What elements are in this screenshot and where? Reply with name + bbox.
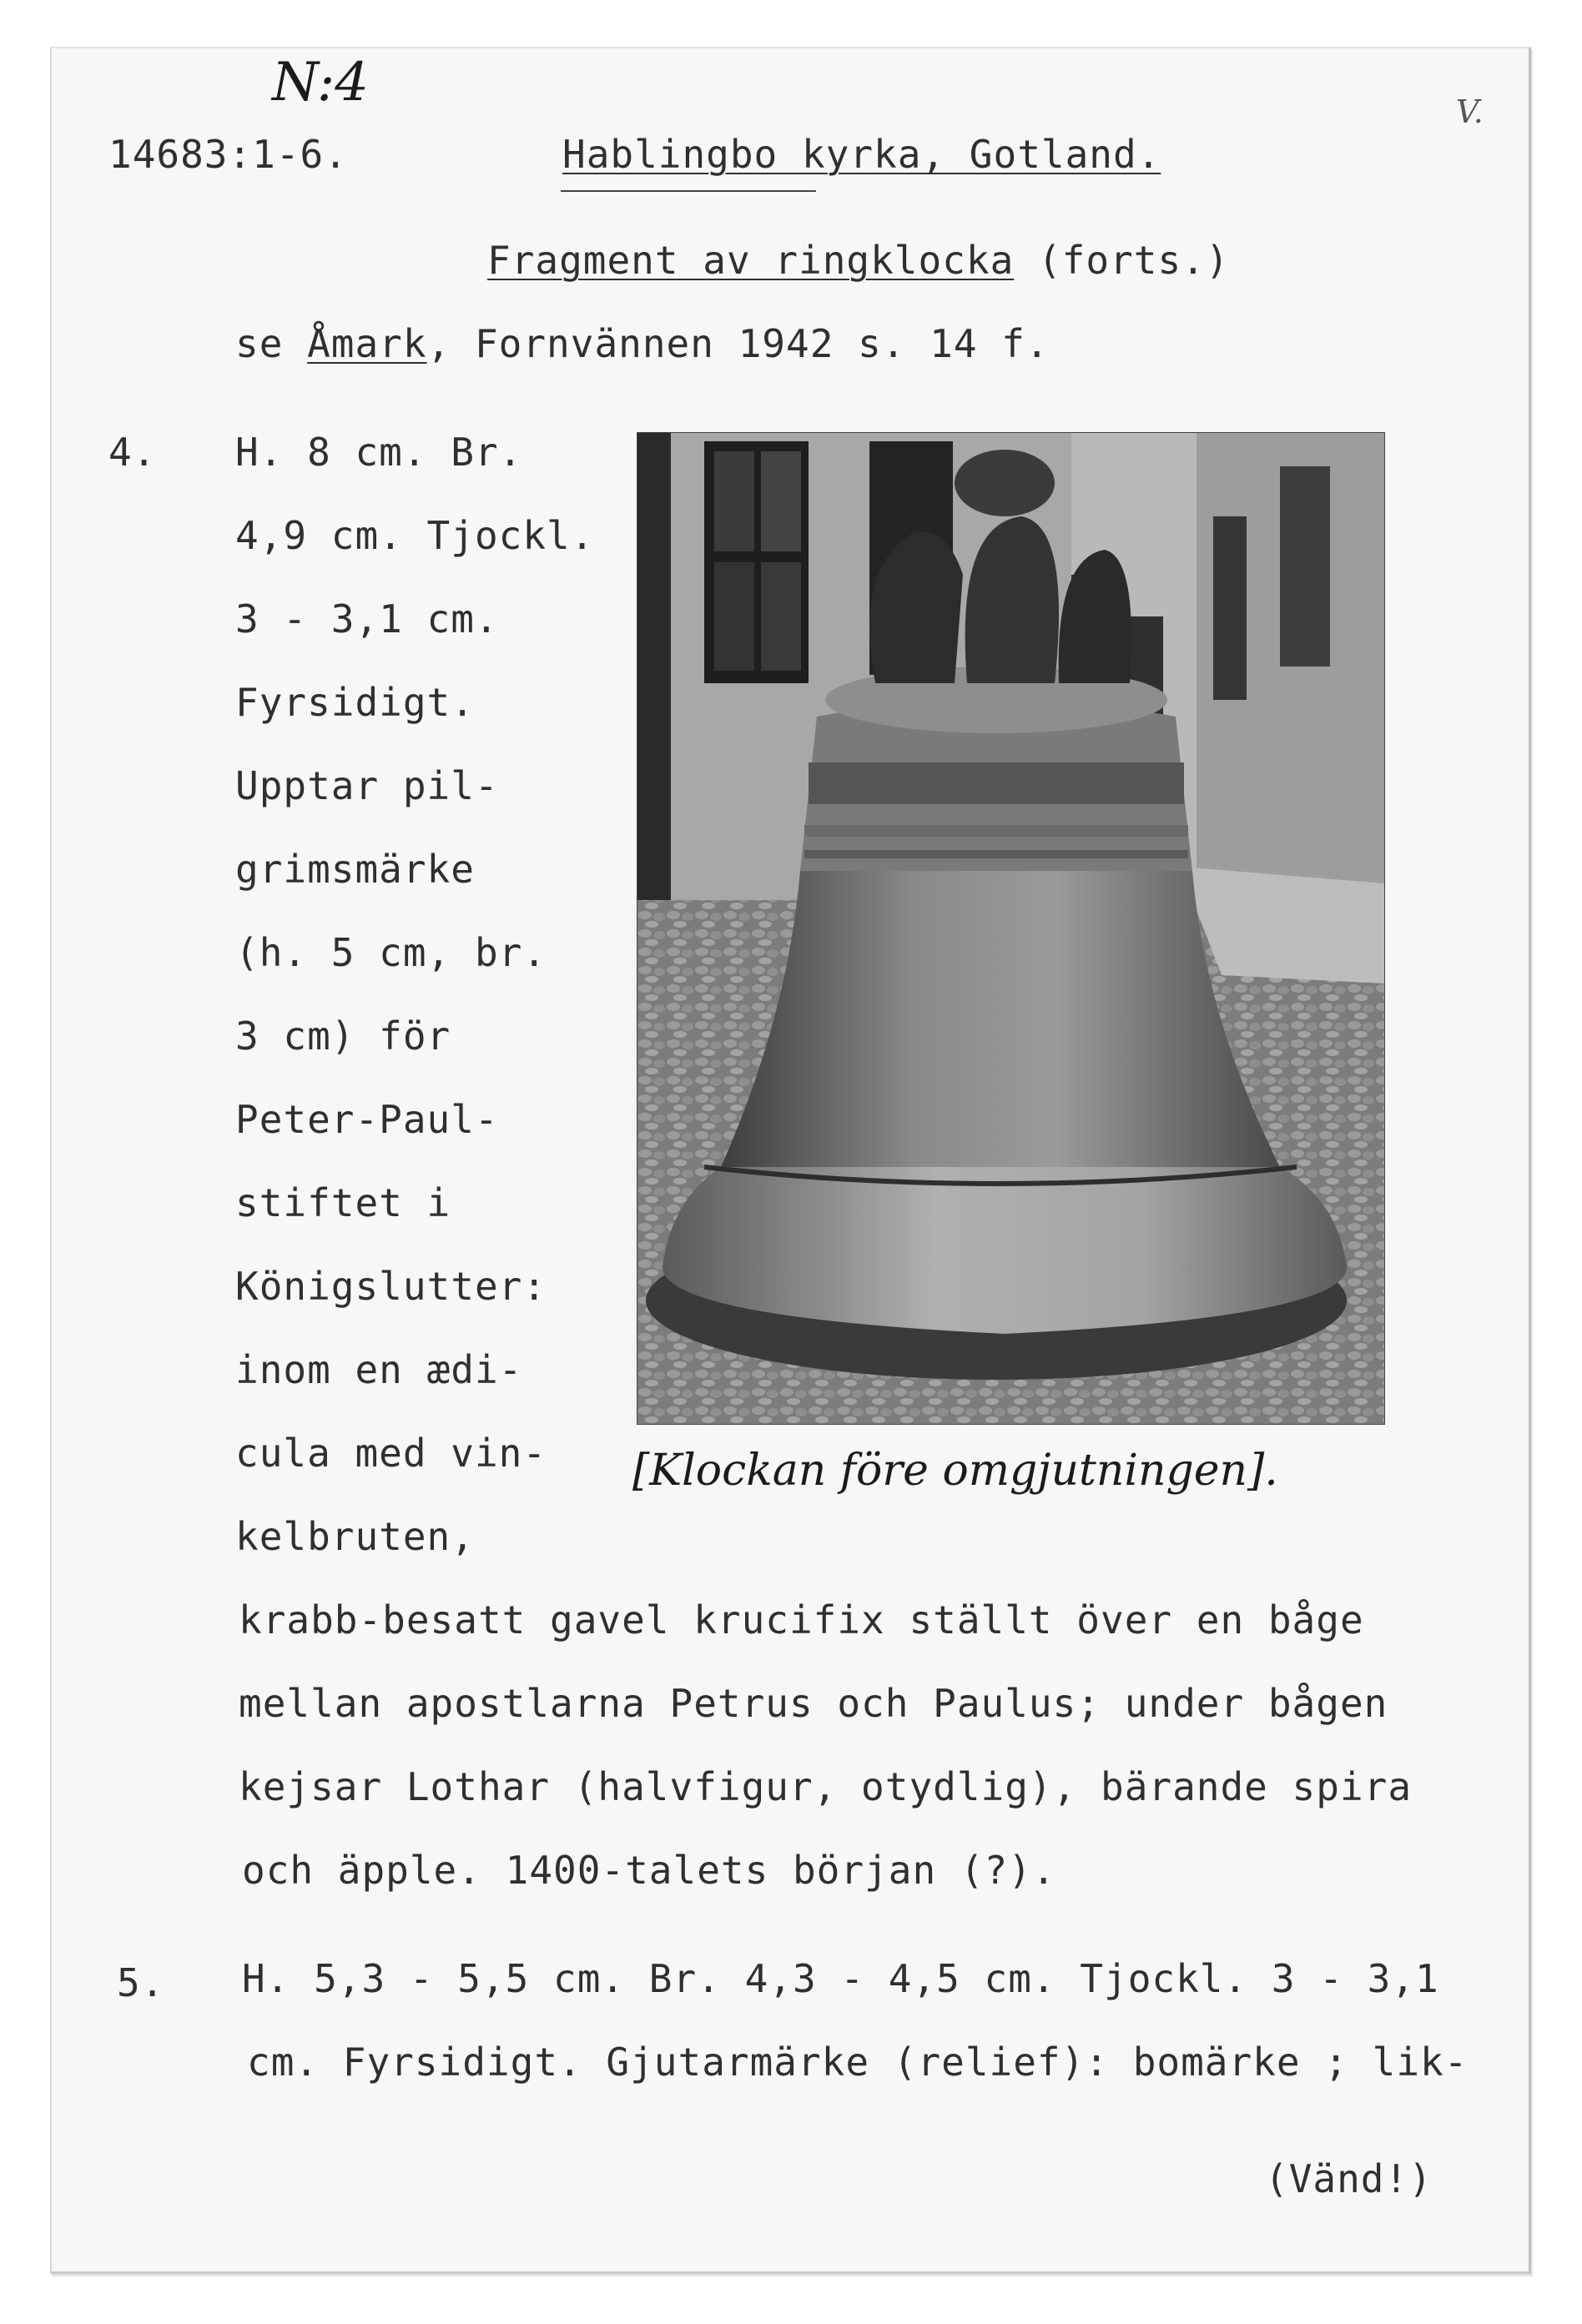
entry-4-line: mellan apostlarna Petrus och Paulus; under bågen	[239, 1681, 1388, 1726]
handwritten-card-number: N:4	[272, 52, 369, 113]
turn-over-note: (Vänd!)	[1265, 2156, 1433, 2201]
corner-mark: V.	[1456, 93, 1484, 130]
entry-4-line: cula med vin-	[235, 1431, 547, 1476]
entry-4-line: Königslutter:	[235, 1264, 547, 1309]
entry-4-line: inom en ædi-	[235, 1347, 523, 1392]
bell-photograph	[637, 432, 1385, 1425]
reference-prefix: se	[235, 321, 284, 366]
entry-4-line: och äpple. 1400-talets början (?).	[242, 1848, 1056, 1893]
entry-4-number: 4.	[108, 430, 157, 475]
entry-4-line: Upptar pil-	[235, 763, 499, 808]
entry-5-line: cm. Fyrsidigt. Gjutarmärke (relief): bomärke ; lik-	[247, 2040, 1469, 2085]
entry-4-line: 4,9 cm. Tjockl.	[235, 513, 595, 558]
reference-author: Åmark	[307, 321, 427, 366]
subtitle-underlined: Fragment av ringklocka	[487, 238, 1015, 283]
entry-4-line: 3 cm) för	[235, 1014, 451, 1059]
subtitle	[487, 238, 1230, 283]
entry-5-number: 5.	[117, 1960, 165, 2005]
reference-rest: , Fornvännen 1942 s. 14 f.	[426, 321, 1050, 366]
entry-4-line: H. 8 cm. Br.	[235, 430, 523, 475]
entry-4-line: kelbruten,	[235, 1514, 475, 1559]
catalog-number: 14683:1-6.	[108, 132, 348, 177]
subtitle-continued: (forts.)	[1037, 238, 1230, 283]
entry-4-line: stiftet i	[235, 1180, 451, 1225]
entry-4-line: kejsar Lothar (halvfigur, otydlig), bärande spira	[239, 1764, 1413, 1809]
entry-4-line: Peter-Paul-	[235, 1097, 499, 1142]
entry-4-line: Fyrsidigt.	[235, 680, 475, 725]
entry-5-line: H. 5,3 - 5,5 cm. Br. 4,3 - 4,5 cm. Tjockl. 3 - 3,1	[242, 1956, 1439, 2001]
document-title: Hablingbo kyrka, Gotland.	[562, 132, 1161, 177]
photo-caption: [Klockan före omgjutningen].	[632, 1446, 1278, 1496]
entry-4-line: (h. 5 cm, br.	[235, 930, 547, 975]
reference-line	[235, 321, 1050, 366]
entry-4-line: 3 - 3,1 cm.	[235, 596, 499, 641]
entry-4-line: grimsmärke	[235, 847, 475, 892]
entry-4-line: krabb-besatt gavel krucifix ställt över en båge	[239, 1597, 1364, 1642]
title-underline	[561, 190, 816, 192]
